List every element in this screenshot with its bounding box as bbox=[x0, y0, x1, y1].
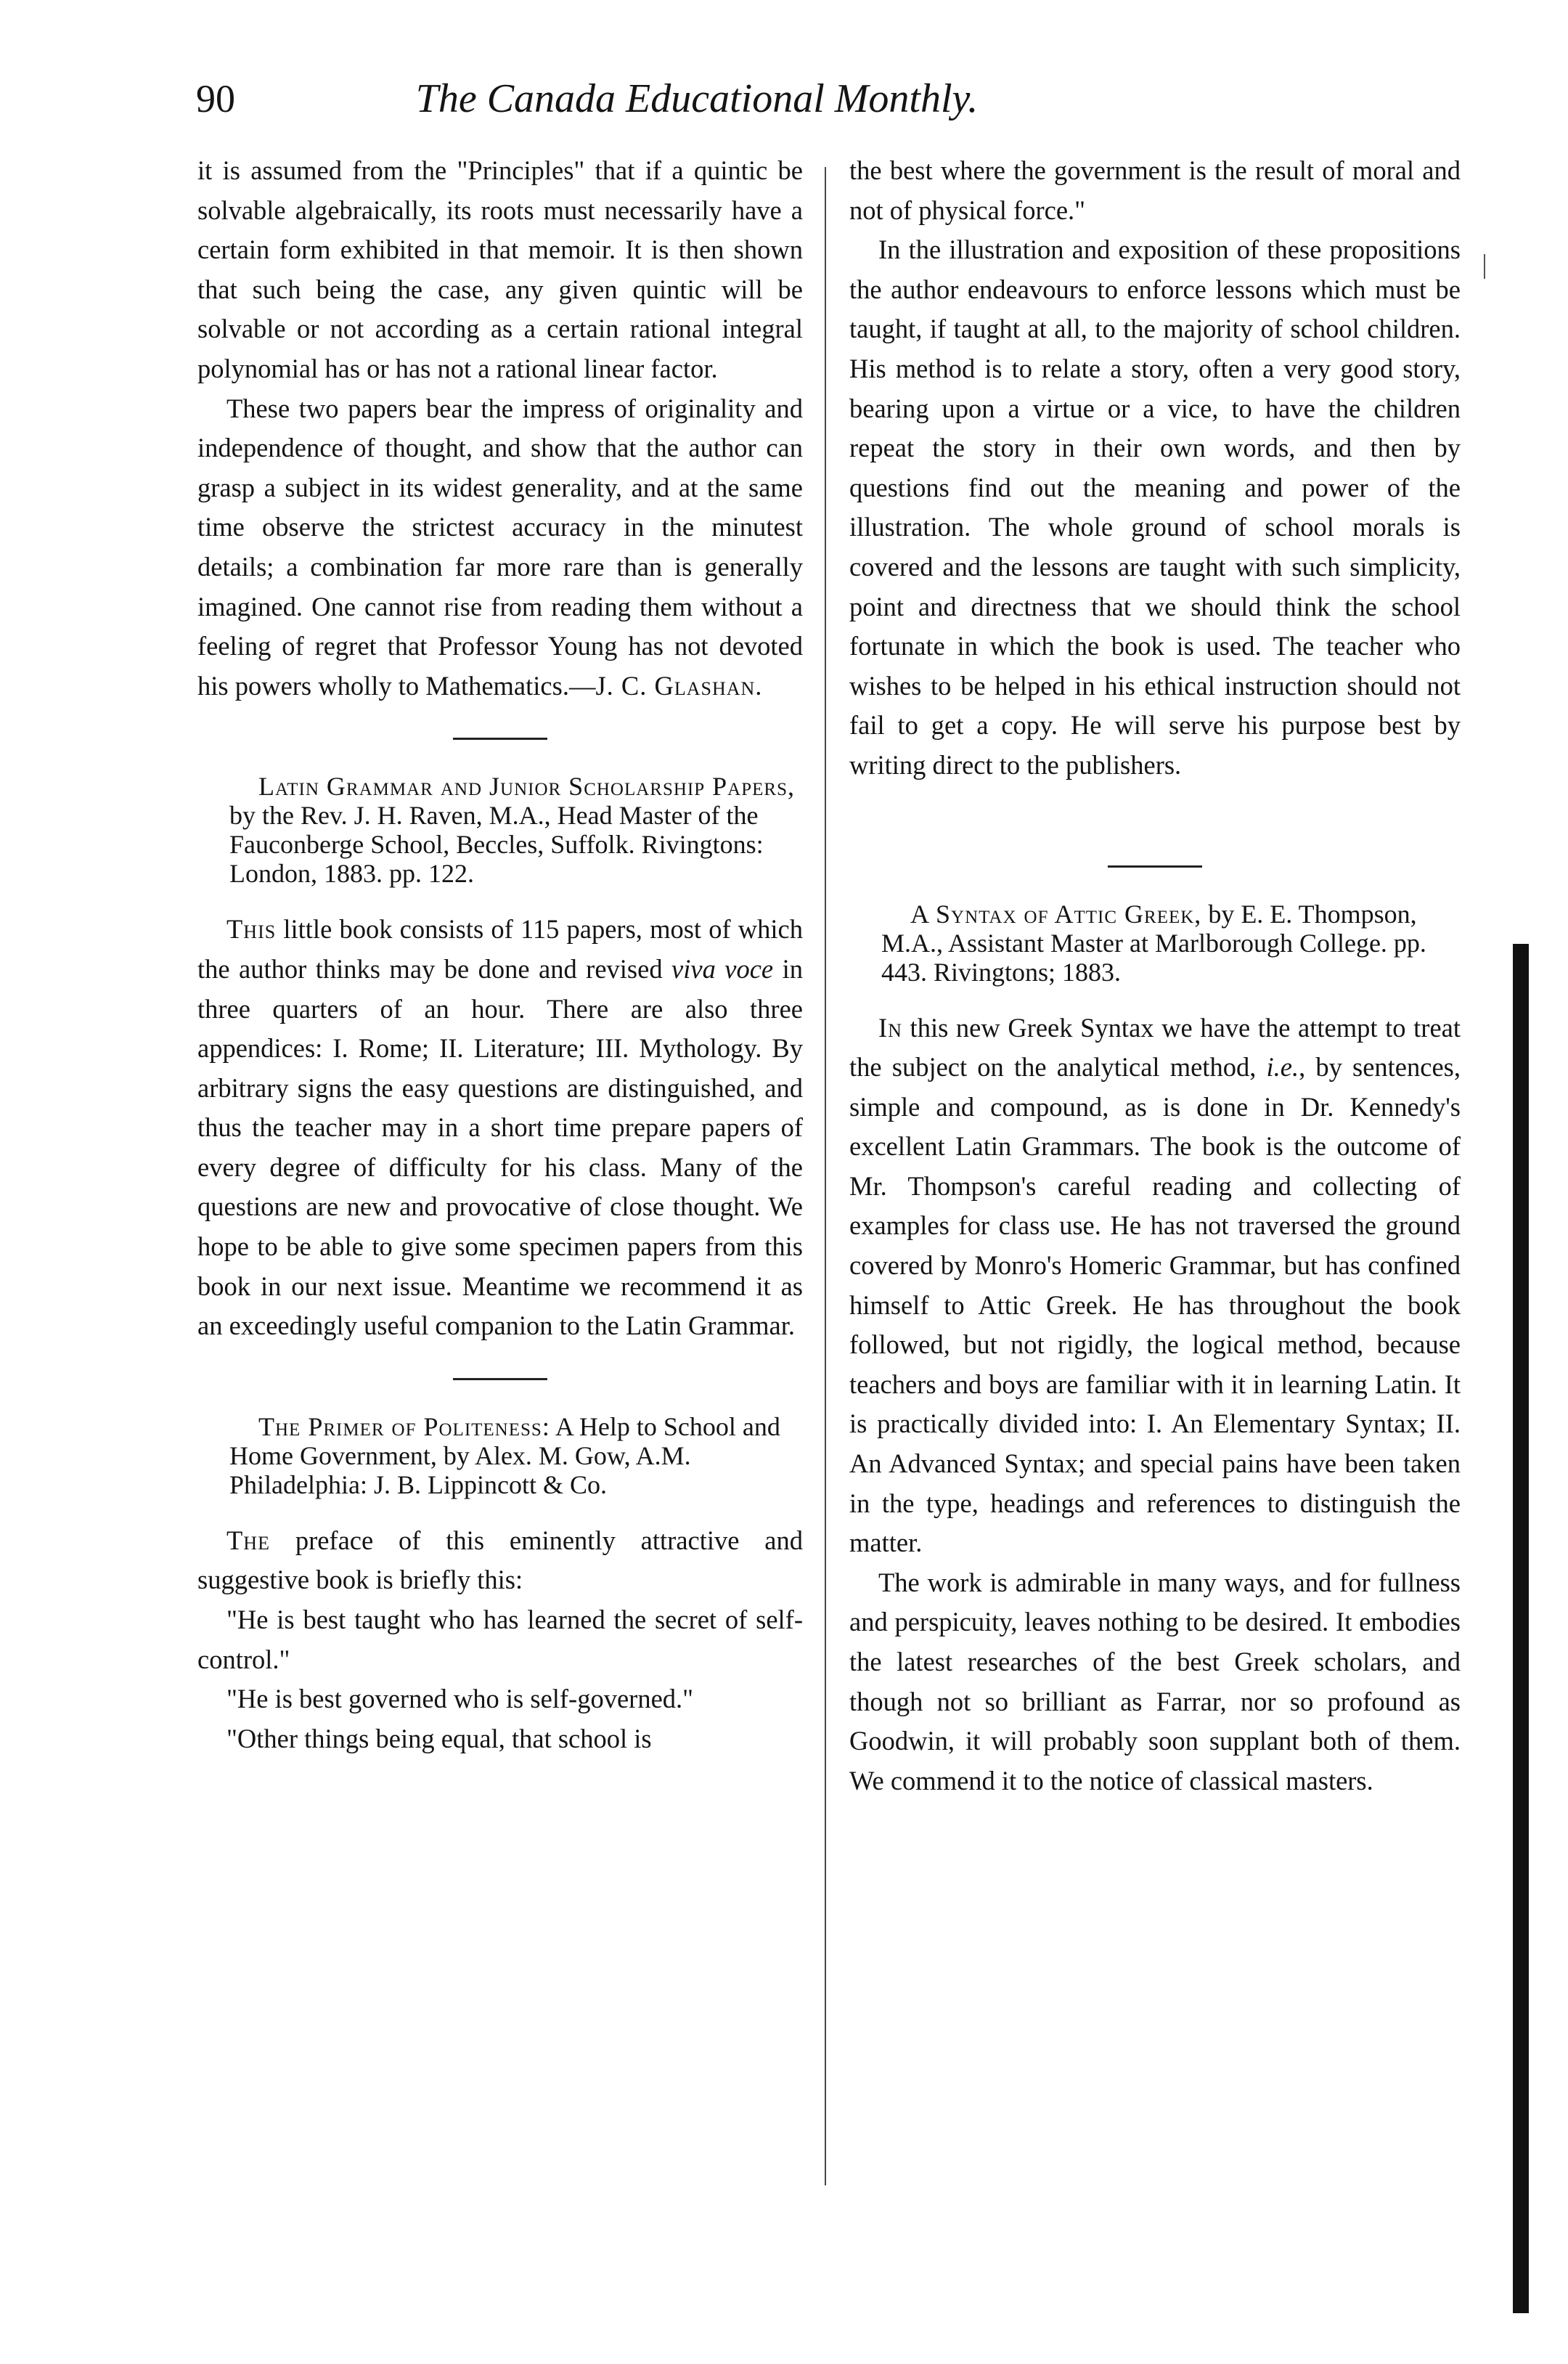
review-lead-word: The bbox=[226, 1525, 270, 1555]
review-title: A Syntax of Attic Greek, bbox=[910, 899, 1202, 929]
quote-2: "He is best governed who is self-governed." bbox=[226, 1684, 694, 1714]
page-header bbox=[196, 70, 1198, 128]
review-body-italic: i.e. bbox=[1266, 1052, 1299, 1083]
page-edge-bar bbox=[1513, 944, 1529, 2313]
review-body-latin-grammar bbox=[197, 910, 803, 1346]
right-paragraph-1: the best where the government is the result of moral and not of physical force." bbox=[849, 155, 1461, 225]
left-paragraph-2-text: These two papers bear the impress of originality and independence of thought, and show that the author can grasp a subject in its widest generality, and at the same time observe the strictest accuracy in the minutest details; a combination far more rare than is generally imagined. One cannot rise from reading them without a feeling of regret that Professor Young has not devoted his powers wholly to Mathematics.— bbox=[197, 393, 803, 701]
right-paragraph-2: In the illustration and exposition of these propositions the author endeavours to enforce lessons which must be taught, if taught at all, to the majority of school children. His method is to relate a story, often a very good story, bearing upon a virtue or a vice, to have the children repeat the story in their own words, and then by questions find out the meaning and power of the illustration. The whole ground of school morals is covered and the lessons are taught with such simplicity, point and directness that we should think the school fortunate in which the book is used. The teacher who wishes to be helped in his ethical instruction should not fail to get a copy. He will serve his purpose best by writing direct to the publishers. bbox=[849, 235, 1461, 780]
review-body-italic: viva voce bbox=[671, 953, 774, 984]
review-body-text-continued: , by sentences, simple and compound, as is done in Dr. Kennedy's excellent Latin Grammars. The book is the outcome of Mr. Thompson's careful reading and collecting of examples for class use. He has not traversed the ground covered by Monro's Homeric Grammar, but has confined himself to Attic Greek. He has throughout the book followed, but not rigidly, the logical method, because teachers and boys are familiar with it in learning Latin. It is practically divided into: I. An Elementary Syntax; II. An Advanced Syntax; and special pains have been taken in the type, headings and references to distinguish the matter. bbox=[849, 1052, 1461, 1558]
review-lead-word: This bbox=[226, 914, 277, 945]
left-paragraph-2 bbox=[197, 389, 803, 706]
review-imprint: A Help to School and Home Government, by Alex. M. Gow, A.M. Philadelphia: J. B. Lippincott & Co. bbox=[229, 1411, 780, 1499]
reviewer-signature: J. C. Glashan. bbox=[595, 670, 763, 701]
review-body-text: little book consists of 115 papers, most of which the author thinks may be done and revised bbox=[197, 914, 803, 984]
review-heading-latin-grammar bbox=[197, 772, 803, 888]
review-imprint: by E. E. Thompson, M.A., Assistant Master at Marlborough College. pp. 443. Rivingtons; 1883. bbox=[881, 899, 1426, 987]
review-title: The Primer of Politeness: bbox=[258, 1411, 550, 1441]
review-body-primer-of-politeness bbox=[197, 1521, 803, 1600]
quote-3: "Other things being equal, that school is bbox=[226, 1723, 652, 1753]
review-conclusion-attic-greek: The work is admirable in many ways, and for fullness and perspicuity, leaves nothing to be desired. It embodies the latest researches of the best Greek scholars, and though not so brilliant as Farrar, nor so profound as Goodwin, it will probably soon supplant both of them. We commend it to the notice of classical masters. bbox=[849, 1567, 1461, 1796]
section-divider bbox=[453, 738, 547, 740]
page-number: 90 bbox=[196, 77, 235, 121]
section-divider bbox=[453, 1378, 547, 1380]
review-heading-attic-greek bbox=[849, 900, 1461, 987]
review-imprint: by the Rev. J. H. Raven, M.A., Head Master of the Fauconberge School, Beccles, Suffolk. Rivingtons: London, 1883. pp. 122. bbox=[229, 801, 764, 889]
running-title: The Canada Educational Monthly. bbox=[415, 76, 979, 121]
review-body-text: this new Greek Syntax we have the attempt to treat the subject on the analytical method, bbox=[849, 1012, 1461, 1083]
review-body-attic-greek bbox=[849, 1008, 1461, 1563]
section-divider bbox=[1108, 865, 1202, 868]
review-title: Latin Grammar and Junior Scholarship Papers, bbox=[258, 772, 795, 802]
left-paragraph-1: it is assumed from the "Principles" that if a quintic be solvable algebraically, its roots must necessarily have a certain form exhibited in that memoir. It is then shown that such being the case, any given quintic will be solvable or not according as a certain rational integral polynomial has or has not a rational linear factor. bbox=[197, 155, 803, 383]
quote-1: "He is best taught who has learned the secret of self-control." bbox=[197, 1605, 803, 1674]
margin-tick-mark bbox=[1484, 254, 1485, 279]
right-column bbox=[849, 151, 1461, 1801]
review-body-text-continued: in three quarters of an hour. There are also three appendices: I. Rome; II. Literature; III. Mythology. By arbitrary signs the easy questions are distinguished, and thus the teacher may in a short time prepare papers of every degree of difficulty for his class. Many of the questions are new and provocative of close thought. We hope to be able to give some specimen papers from this book in our next issue. Meantime we recommend it as an exceedingly useful companion to the Latin Grammar. bbox=[197, 953, 803, 1341]
review-body-text: preface of this eminently attractive and suggestive book is briefly this: bbox=[197, 1525, 803, 1595]
left-column bbox=[197, 151, 803, 1758]
review-heading-primer-of-politeness bbox=[197, 1412, 803, 1499]
column-divider-rule bbox=[825, 167, 826, 2185]
review-lead-word: In bbox=[878, 1012, 902, 1043]
